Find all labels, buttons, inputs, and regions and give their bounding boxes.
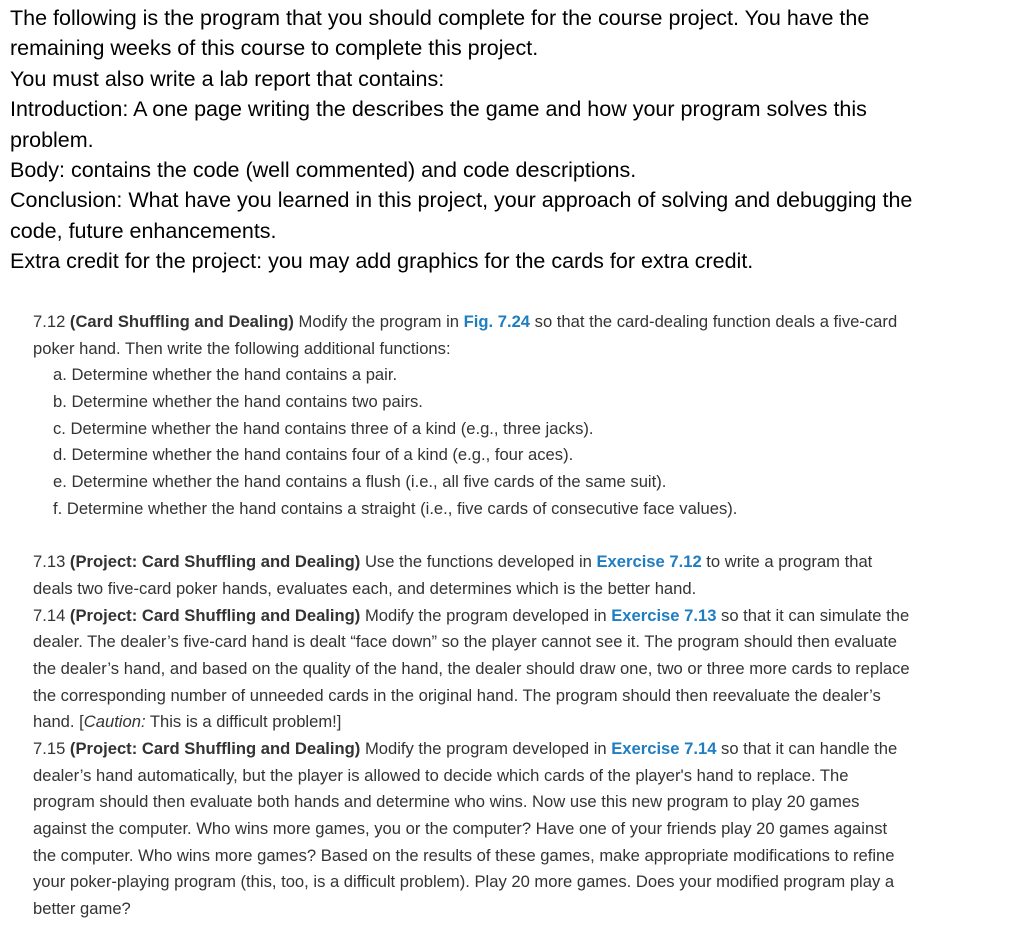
exercise-text: a. Determine whether the hand contains a pair. (53, 365, 398, 385)
exercise-text: program should then evaluate both hands and determine who wins. Now use this new program to play 20 games (33, 792, 860, 812)
exercise-subitem (33, 416, 910, 443)
exercise-line (33, 603, 910, 630)
exercise-text: This is a difficult problem!] (145, 712, 342, 732)
exercise-text: better game? (33, 899, 131, 919)
exercise-line (33, 549, 910, 576)
exercise-text: 7.12 (33, 312, 70, 331)
exercise-title: (Card Shuffling and Dealing) (69, 312, 294, 331)
exercise-subitem (33, 389, 910, 416)
textbook-exercises (33, 309, 910, 923)
exercise-line (33, 309, 910, 336)
exercise-text: so that it can simulate the (716, 605, 910, 625)
exercise-line (33, 896, 910, 923)
exercise-subitem (33, 442, 910, 469)
instruction-line: Extra credit for the project: you may add graphics for the cards for extra credit. (10, 249, 754, 274)
exercise-text: Modify the program developed in (360, 739, 612, 758)
instruction-line: Body: contains the code (well commented) and code descriptions. (10, 157, 637, 182)
exercise-text: so that the card-dealing function deals a five-card (530, 312, 898, 331)
exercise-text: 7.15 (33, 739, 70, 758)
exercise-line (33, 336, 910, 363)
exercise-title: (Project: Card Shuffling and Dealing) (69, 552, 361, 572)
exercise-text: the computer. Who wins more games? Based on the results of these games, make appropriate modifications to refine (33, 845, 895, 865)
exercise-text: 7.13 (33, 552, 70, 572)
exercise-text: the dealer’s hand, and based on the quality of the hand, the dealer should draw one, two or three more cards to replace (33, 658, 910, 678)
instruction-line: You must also write a lab report that contains: (10, 66, 445, 91)
spacer (33, 523, 910, 550)
cross-reference-link[interactable]: Exercise 7.14 (611, 739, 717, 758)
exercise-text: f. Determine whether the hand contains a straight (i.e., five cards of consecutive face values). (53, 498, 738, 518)
exercise-text: deals two five-card poker hands, evaluates each, and determines which is the better hand. (33, 578, 697, 598)
instruction-line: The following is the program that you should complete for the course project. You have the (10, 6, 870, 30)
exercise-text: poker hand. Then write the following additional functions: (33, 338, 451, 358)
exercise-subitem (33, 469, 910, 496)
instruction-line: Conclusion: What have you learned in this project, your approach of solving and debugging the (10, 188, 913, 213)
exercise-text: against the computer. Who wins more games, you or the computer? Have one of your friends play 20 games against (33, 819, 888, 839)
exercise-text: dealer’s hand automatically, but the player is allowed to decide which cards of the player's hand to replace. The (33, 765, 849, 785)
exercise-text: hand. [ (33, 712, 84, 732)
exercise-subitem (33, 362, 910, 389)
instruction-line: code, future enhancements. (10, 218, 277, 243)
instruction-line: Introduction: A one page writing the describes the game and how your program solves this (10, 97, 867, 122)
exercise-text: Modify the program developed in (360, 605, 612, 625)
exercise-line (33, 576, 910, 603)
exercise-line (33, 709, 910, 736)
exercise-subitem (33, 496, 910, 523)
exercise-line (33, 683, 910, 710)
cross-reference-link[interactable]: Exercise 7.13 (611, 605, 717, 625)
exercise-text: c. Determine whether the hand contains three of a kind (e.g., three jacks). (53, 418, 594, 438)
cross-reference-link[interactable]: Fig. 7.24 (463, 312, 531, 331)
exercise-text: dealer. The dealer’s five-card hand is dealt “face down” so the player cannot see it. The program should then evaluate (33, 632, 898, 652)
exercise-line (33, 736, 910, 763)
exercise-text: Modify the program in (293, 312, 464, 331)
exercise-line (33, 816, 910, 843)
exercise-text: so that it can handle the (716, 739, 898, 758)
exercise-line (33, 629, 910, 656)
exercise-line (33, 763, 910, 790)
exercise-line (33, 869, 910, 896)
exercise-text: your poker-playing program (this, too, is a difficult problem). Play 20 more games. Does your modified program play a (33, 872, 895, 892)
exercise-text: 7.14 (33, 605, 70, 625)
exercise-text: Caution: (83, 712, 146, 732)
instruction-line: problem. (10, 127, 94, 152)
exercise-text: d. Determine whether the hand contains four of a kind (e.g., four aces). (53, 445, 574, 465)
exercise-text: b. Determine whether the hand contains two pairs. (53, 392, 423, 412)
exercise-line (33, 656, 910, 683)
exercise-title: (Project: Card Shuffling and Dealing) (69, 739, 361, 758)
project-instructions (10, 3, 912, 277)
instruction-line: remaining weeks of this course to complete this project. (10, 36, 539, 61)
exercise-text: e. Determine whether the hand contains a flush (i.e., all five cards of the same suit). (53, 472, 667, 492)
exercise-text: the corresponding number of unneeded cards in the original hand. The program should then reevaluate the dealer’s (33, 685, 881, 705)
exercise-text: Use the functions developed in (360, 552, 597, 572)
exercise-line (33, 843, 910, 870)
cross-reference-link[interactable]: Exercise 7.12 (596, 552, 702, 572)
exercise-line (33, 789, 910, 816)
exercise-text: to write a program that (701, 552, 873, 572)
exercise-title: (Project: Card Shuffling and Dealing) (69, 605, 361, 625)
